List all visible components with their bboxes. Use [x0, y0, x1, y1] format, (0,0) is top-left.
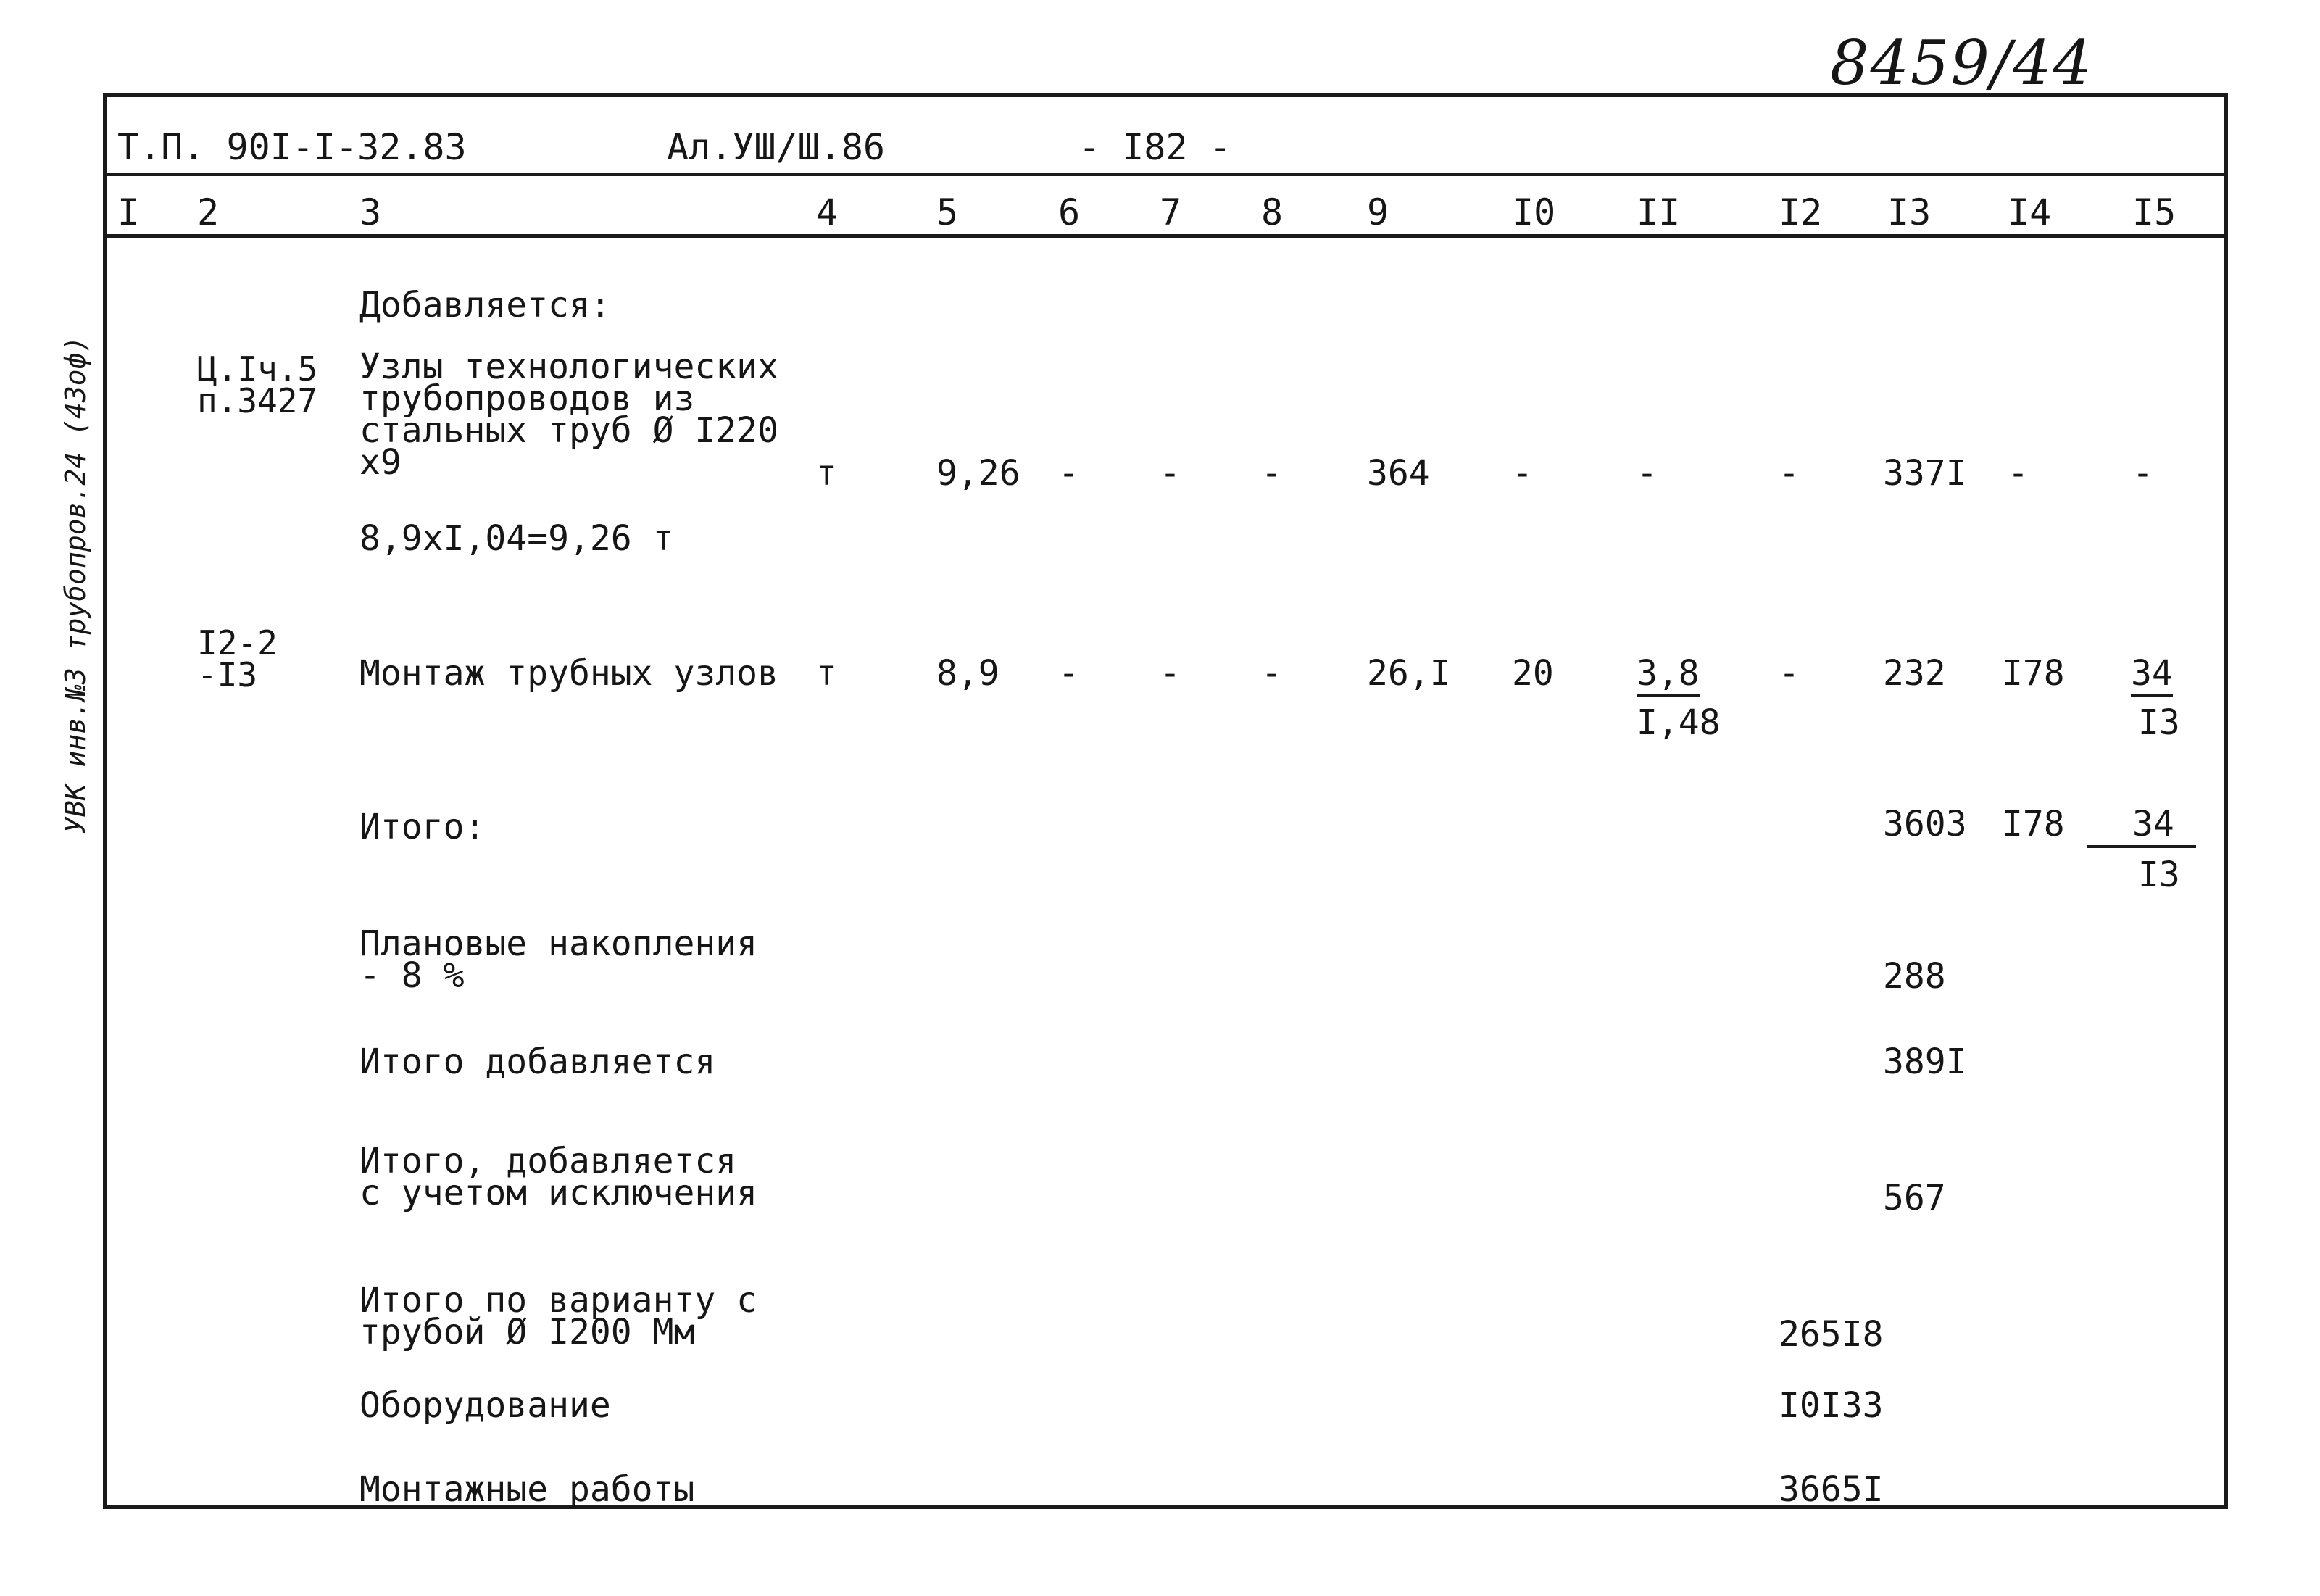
row2-qty: 8,9 — [936, 653, 999, 694]
row2-col6: - — [1058, 653, 1079, 694]
row1-code-line2: п.3427 — [197, 381, 318, 420]
header-rule — [103, 173, 2228, 176]
row1-col6: - — [1058, 453, 1079, 494]
row1-col15: - — [2132, 453, 2153, 494]
row2-col7: - — [1160, 653, 1181, 694]
row2-col13: 232 — [1883, 653, 1946, 694]
installation-label: Монтажные работы — [359, 1469, 695, 1510]
row1-code-line1: Ц.Iч.5 — [197, 349, 318, 388]
row2-col8: - — [1261, 653, 1282, 694]
col-num-11: II — [1637, 191, 1681, 233]
row1-col14: - — [2008, 453, 2029, 494]
col-num-5: 5 — [936, 191, 959, 233]
planned-label: Плановые накопления - 8 % — [359, 923, 758, 996]
row1-col12: - — [1779, 453, 1800, 494]
row2-col11-numerator: 3,8 — [1637, 655, 1700, 697]
row2-code-line1: I2-2 — [197, 623, 278, 662]
album-number: Ал.УШ/Ш.86 — [667, 126, 886, 168]
total-col14: I78 — [2002, 804, 2065, 844]
row2-col14: I78 — [2002, 653, 2065, 694]
total-with-exclusion-label: Итого, добавляется с учетом исключения — [359, 1141, 758, 1213]
total-added-col13: 389I — [1883, 1042, 1967, 1082]
total-label: Итого: — [359, 807, 486, 847]
added-heading: Добавляется: — [359, 285, 611, 325]
col-num-10: I0 — [1512, 191, 1556, 233]
variant-total-value: 265I8 — [1779, 1314, 1884, 1355]
col-num-3: 3 — [359, 191, 382, 233]
row1-qty: 9,26 — [936, 453, 1020, 494]
row1-name: Узлы технологических трубопроводов из стальных труб Ø I220 х9 — [359, 346, 778, 483]
col-num-9: 9 — [1367, 191, 1389, 233]
col-num-2: 2 — [197, 191, 220, 233]
page-number: - I82 - — [1078, 126, 1231, 168]
equipment-label: Оборудование — [359, 1385, 611, 1426]
handwritten-number: 8459/44 — [1830, 28, 2093, 99]
row2-col10: 20 — [1512, 653, 1554, 694]
row1-col8: - — [1261, 453, 1282, 494]
row2-col11-denominator: I,48 — [1637, 702, 1721, 743]
col-num-15: I5 — [2132, 191, 2176, 233]
row2-col15-denominator: I3 — [2138, 702, 2180, 743]
row2-name: Монтаж трубных узлов — [359, 653, 778, 694]
total-col13: 3603 — [1883, 804, 1967, 844]
col-num-14: I4 — [2008, 191, 2052, 233]
total-col15-denominator: I3 — [2138, 855, 2180, 895]
row1-col7: - — [1160, 453, 1181, 494]
row2-unit: т — [816, 653, 837, 694]
row2-code-line2: -I3 — [197, 655, 258, 694]
row1-col9: 364 — [1367, 453, 1430, 494]
row2-col15-numerator: 34 — [2131, 655, 2173, 697]
col-num-8: 8 — [1261, 191, 1284, 233]
total-with-exclusion-col13: 567 — [1883, 1178, 1946, 1218]
variant-total-label: Итого по варианту с трубой Ø I200 Мм — [359, 1280, 758, 1352]
row2-col12: - — [1779, 653, 1800, 694]
total-col15-fraction-bar — [2087, 845, 2196, 848]
planned-col13: 288 — [1883, 956, 1946, 997]
row1-col10: - — [1512, 453, 1533, 494]
col-num-1: I — [117, 191, 140, 233]
col-num-4: 4 — [816, 191, 839, 233]
col-num-6: 6 — [1058, 191, 1081, 233]
row1-col13: 337I — [1883, 453, 1967, 494]
installation-value: 3665I — [1779, 1469, 1884, 1510]
col-num-12: I2 — [1779, 191, 1823, 233]
column-numbers-rule — [103, 234, 2228, 238]
total-col15-numerator: 34 — [2132, 804, 2174, 844]
row1-unit: т — [816, 453, 837, 494]
col-num-13: I3 — [1887, 191, 1932, 233]
col-num-7: 7 — [1160, 191, 1182, 233]
total-added-label: Итого добавляется — [359, 1042, 716, 1082]
doc-number: Т.П. 90I-I-32.83 — [117, 126, 467, 168]
equipment-value: I0I33 — [1779, 1385, 1884, 1426]
margin-stamp: УВК инв.№3 трубопров.24 (43оф) — [59, 336, 91, 834]
row2-col9: 26,I — [1367, 653, 1451, 694]
row1-calc: 8,9хI,04=9,26 т — [359, 518, 674, 559]
row1-col11: - — [1637, 453, 1658, 494]
